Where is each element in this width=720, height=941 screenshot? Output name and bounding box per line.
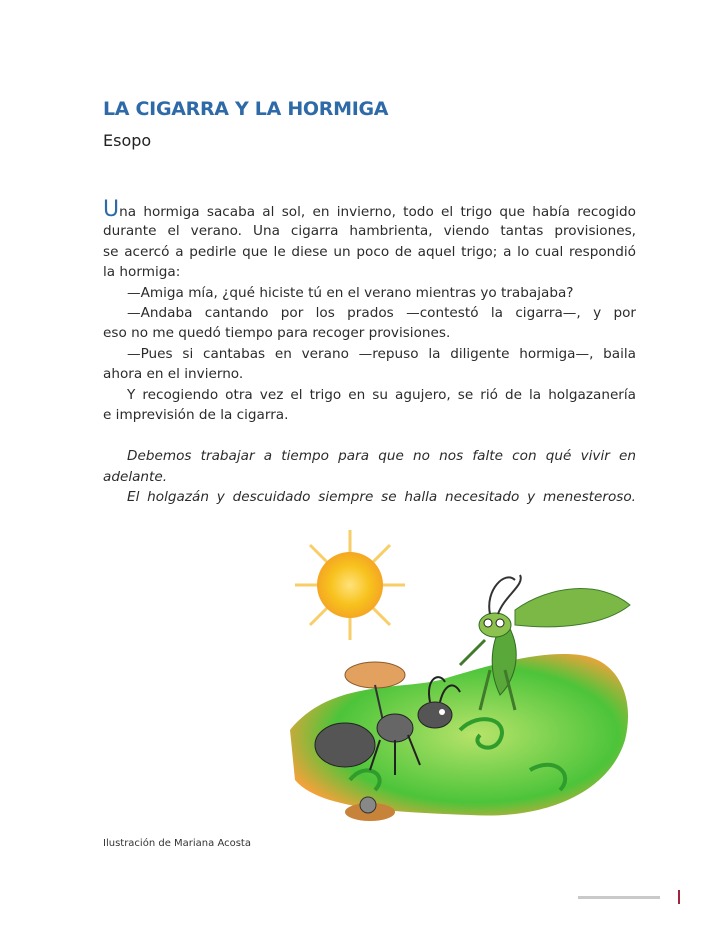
text-line: adelante. bbox=[103, 468, 168, 485]
text-line: Y recogiendo otra vez el trigo en su agujero, se rió de la holgazanería bbox=[127, 386, 636, 403]
text-line: El holgazán y descuidado siempre se halla necesitado y menesteroso. bbox=[127, 489, 636, 506]
text-line: —Andaba cantando por los prados —contestó la cigarra—, y por bbox=[127, 304, 636, 321]
story-body bbox=[103, 197, 636, 507]
illustration-credit: Ilustración de Mariana Acosta bbox=[103, 838, 251, 849]
moral bbox=[103, 446, 636, 507]
footer-logo bbox=[578, 896, 660, 899]
text-line: Una hormiga sacaba al sol, en invierno, todo el trigo que había recogido bbox=[103, 197, 636, 222]
text-line: —Amiga mía, ¿qué hiciste tú en el verano mientras yo trabajaba? bbox=[127, 284, 574, 301]
text-line: se acercó a pedirle que le diese un poco de aquel trigo; a lo cual respondió bbox=[103, 243, 636, 260]
illustration-cicada-and-ant bbox=[290, 530, 640, 840]
footer-accent-bar bbox=[678, 890, 680, 904]
text-line: ahora en el invierno. bbox=[103, 366, 244, 383]
text-line: durante el verano. Una cigarra hambrienta, viendo tantas provisiones, bbox=[103, 223, 636, 240]
text-line: e imprevisión de la cigarra. bbox=[103, 406, 289, 423]
text-line: Debemos trabajar a tiempo para que no nos falte con qué vivir en bbox=[127, 448, 636, 465]
story-author: Esopo bbox=[103, 131, 152, 150]
story-title: LA CIGARRA Y LA HORMIGA bbox=[103, 98, 389, 120]
drop-cap: U bbox=[103, 197, 120, 222]
sun-icon bbox=[295, 530, 405, 640]
text-line: eso no me quedó tiempo para recoger provisiones. bbox=[103, 325, 451, 342]
text-line: la hormiga: bbox=[103, 264, 181, 281]
text-line: —Pues si cantabas en verano —repuso la diligente hormiga—, baila bbox=[127, 345, 636, 362]
